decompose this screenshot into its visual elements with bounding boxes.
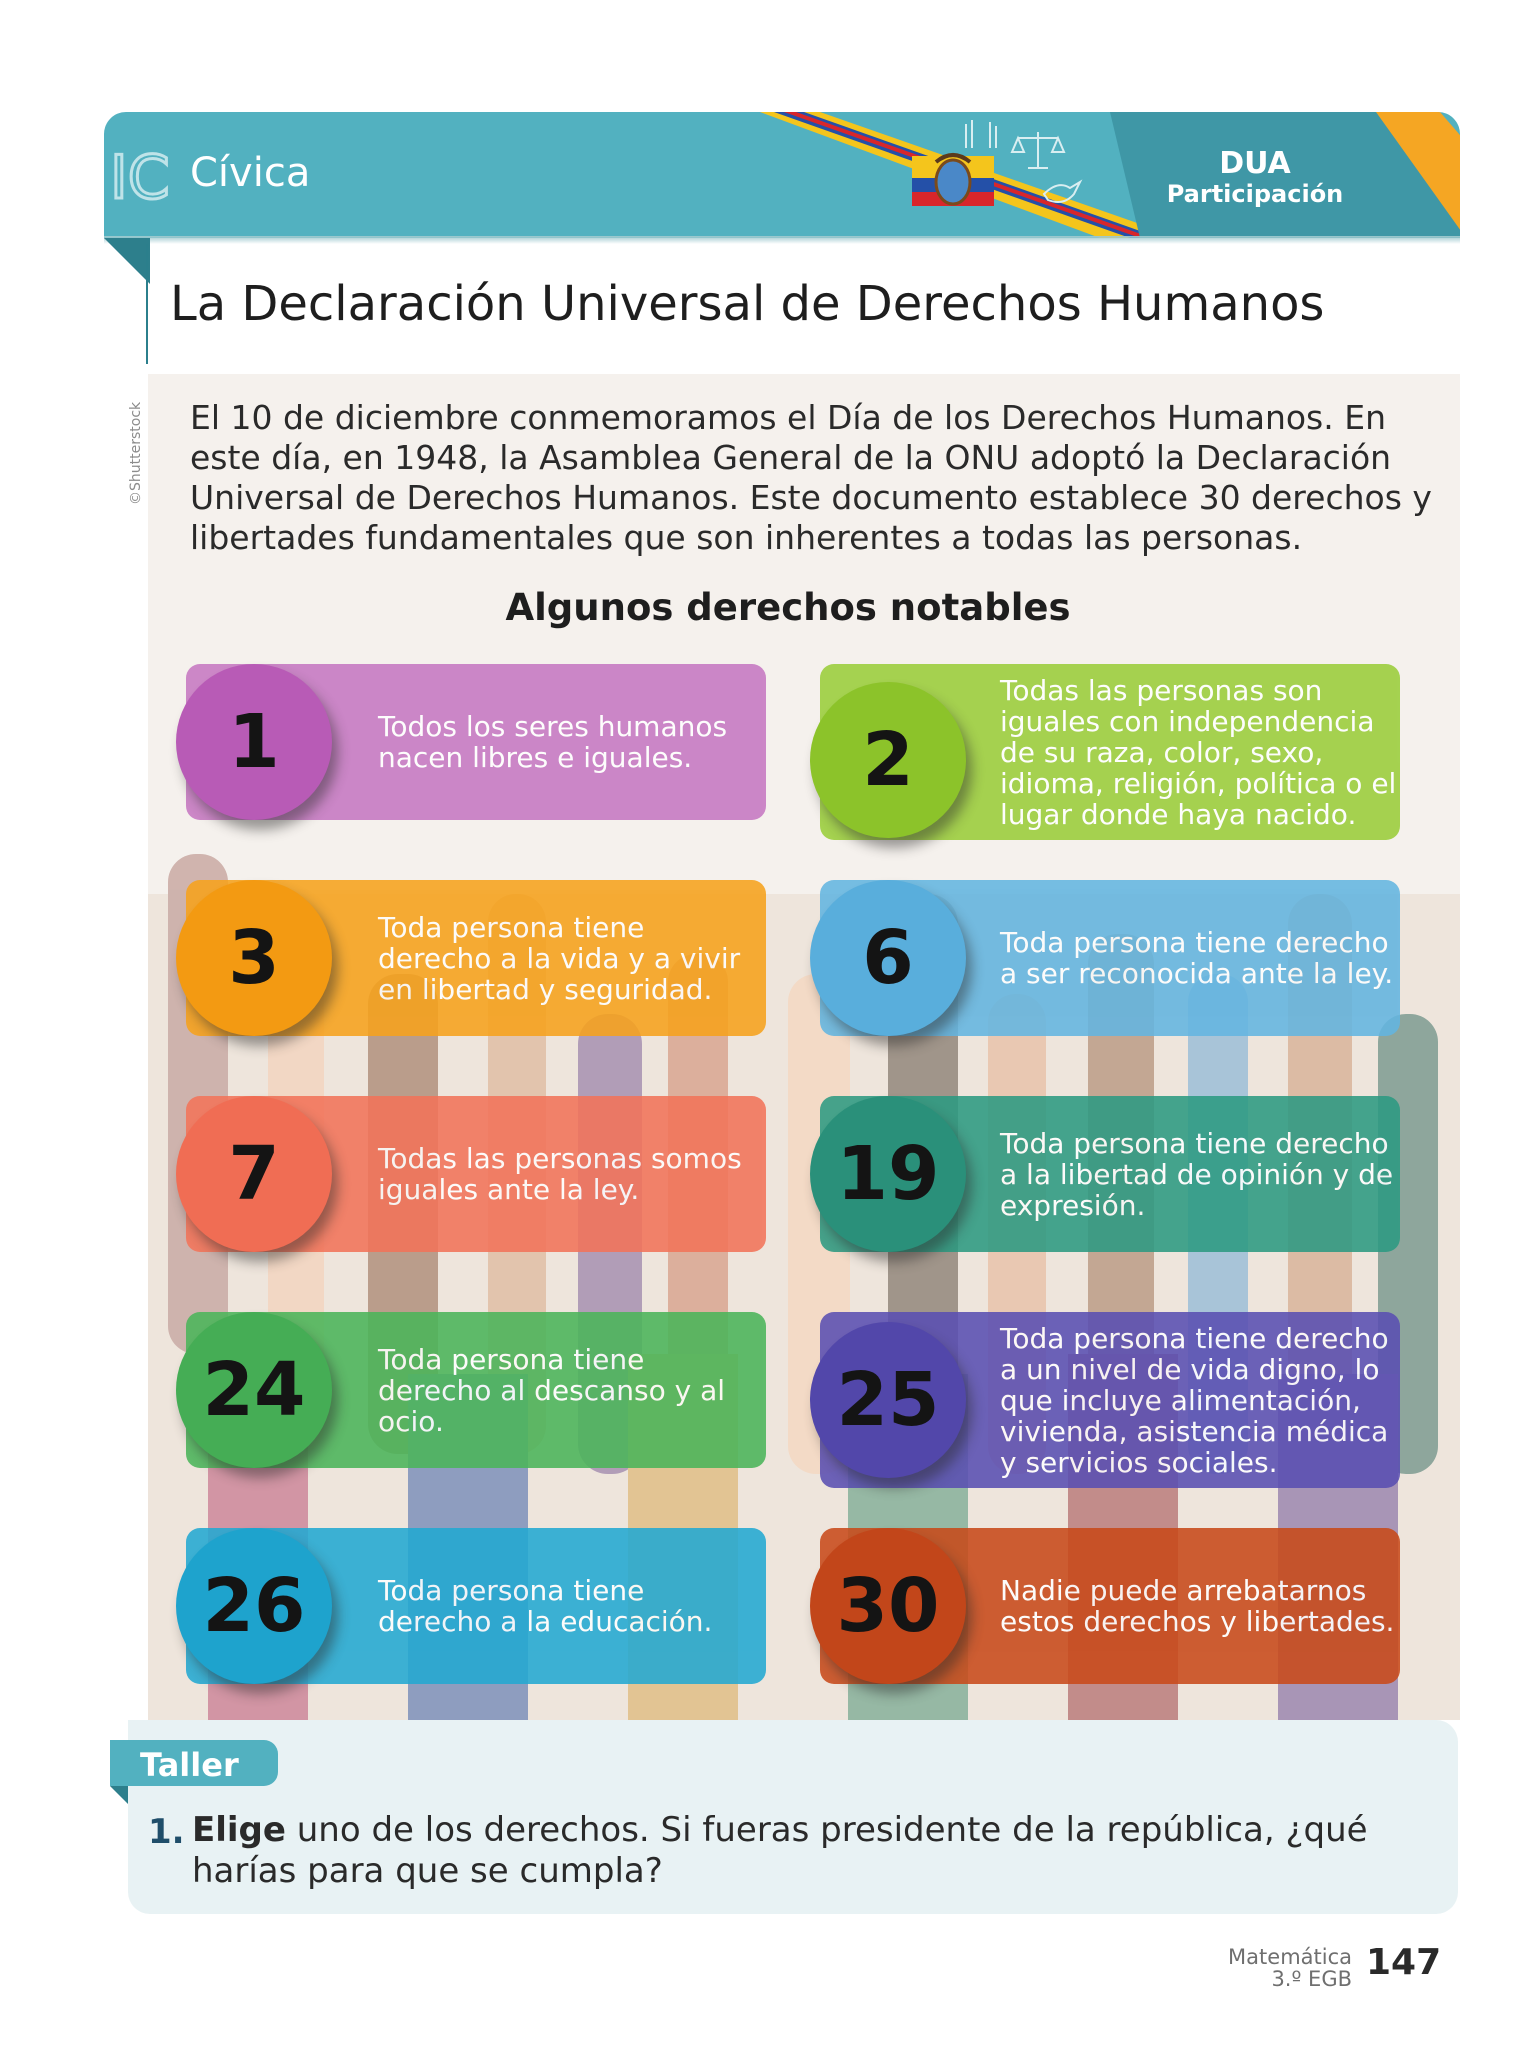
- footer-subject-block: [1180, 1946, 1352, 1990]
- image-credit: ©Shutterstock: [128, 401, 144, 505]
- page-number: 147: [1366, 1942, 1442, 1983]
- banner-shadow: [104, 236, 1460, 244]
- right-number-7: 7: [176, 1096, 332, 1252]
- taller-label: Taller: [140, 1746, 239, 1784]
- right-number-2: 2: [810, 682, 966, 838]
- banner-fold: [104, 238, 150, 284]
- right-number-19: 19: [810, 1096, 966, 1252]
- question-rest: uno de los derechos. Si fueras presidente de la república, ¿qué harías para que se cumpla?: [192, 1810, 1368, 1891]
- civica-logo-icon: [110, 142, 174, 208]
- right-text: Toda persona tiene derecho a la educación.: [378, 1574, 713, 1638]
- right-text: Todos los seres humanos nacen libres e iguales.: [378, 710, 728, 774]
- right-text: Toda persona tiene derecho a ser reconocida ante la ley.: [1000, 926, 1394, 990]
- footer-subject: Matemática: [1228, 1945, 1352, 1969]
- title-accent-bar: [146, 244, 148, 364]
- question-verb: Elige: [192, 1810, 286, 1850]
- question-number: 1.: [148, 1812, 185, 1852]
- right-text: Toda persona tiene derecho a un nivel de vida digno, lo que incluye alimentación, vivienda, asistencia médica y servicios sociales.: [1000, 1321, 1389, 1479]
- taller-tab-fold: [110, 1786, 128, 1804]
- section-title: Algunos derechos notables: [505, 586, 1071, 629]
- logo-letters: IC: [110, 143, 170, 208]
- section-name: Cívica: [190, 150, 311, 196]
- raised-hands-icon: [960, 116, 1004, 152]
- question-text: [192, 1810, 1432, 1892]
- page-title: La Declaración Universal de Derechos Humanos: [170, 276, 1325, 332]
- raised-hands-background: [148, 374, 1460, 1720]
- right-number-1: 1: [176, 664, 332, 820]
- right-number-30: 30: [810, 1528, 966, 1684]
- right-number-25: 25: [810, 1322, 966, 1478]
- ecuador-shield-icon: [906, 148, 1000, 228]
- justice-scale-icon: [1008, 126, 1068, 174]
- right-number-26: 26: [176, 1528, 332, 1684]
- right-number-24: 24: [176, 1312, 332, 1468]
- dove-icon: [1040, 174, 1084, 210]
- right-text: Toda persona tiene derecho a la vida y a vivir en libertad y seguridad.: [378, 910, 741, 1006]
- right-text: Toda persona tiene derecho al descanso y al ocio.: [378, 1342, 726, 1438]
- right-text: Todas las personas somos iguales ante la ley.: [378, 1142, 742, 1206]
- right-number-6: 6: [810, 880, 966, 1036]
- right-text: Nadie puede arrebatarnos estos derechos y libertades.: [1000, 1574, 1395, 1638]
- right-number-3: 3: [176, 880, 332, 1036]
- dua-title: DUA: [1219, 146, 1291, 181]
- right-text: Toda persona tiene derecho a la libertad de opinión y de expresión.: [1000, 1126, 1394, 1222]
- right-text: Todas las personas son iguales con independencia de su raza, color, sexo, idioma, religión, política o el lugar donde haya nacido.: [1000, 673, 1397, 831]
- intro-paragraph: El 10 de diciembre conmemoramos el Día de los Derechos Humanos. En este día, en 1948, la Asamblea General de la ONU adoptó la Declaración Universal de Derechos Humanos. Este documento establece 30 derechos y libertades fundamentales que son inherentes a todas las personas.: [190, 398, 1432, 557]
- footer-grade: 3.º EGB: [1271, 1967, 1352, 1991]
- dua-subtitle: Participación: [1166, 180, 1344, 208]
- illustration-panel: [148, 374, 1460, 1720]
